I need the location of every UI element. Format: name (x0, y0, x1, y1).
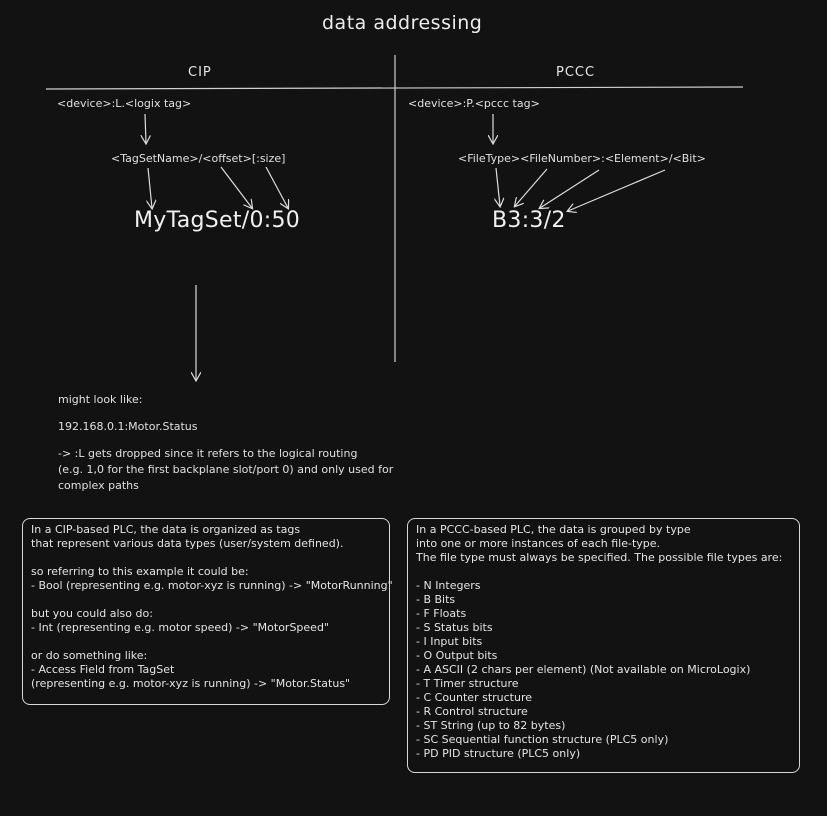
cip-arrow-tagset (148, 168, 152, 208)
box-line: In a PCCC-based PLC, the data is grouped by type (416, 523, 691, 536)
box-line (31, 635, 381, 649)
box-line: - N Integers (416, 579, 481, 592)
box-line: - T Timer structure (416, 677, 519, 690)
box-line: - R Control structure (416, 705, 528, 718)
cip-arrow-offset (221, 167, 252, 208)
note-line: (e.g. 1,0 for the first backplane slot/port 0) and only used for (58, 463, 394, 476)
box-line (416, 565, 791, 579)
cip-arrow-size (266, 167, 288, 208)
pccc-arrow-filenumber (515, 169, 547, 206)
box-line (31, 593, 381, 607)
pccc-format: <device>:P.<pccc tag> (408, 97, 540, 110)
page-title: data addressing (322, 12, 483, 34)
pccc-arrow-bit (568, 170, 665, 211)
box-line: - I Input bits (416, 635, 483, 648)
pccc-header: PCCC (556, 65, 596, 80)
cip-subformat: <TagSetName>/<offset>[:size] (111, 152, 286, 165)
box-line: - S Status bits (416, 621, 493, 634)
cip-note (58, 392, 393, 494)
pccc-arrow-element (540, 170, 599, 208)
box-line: - SC Sequential function structure (PLC5 only) (416, 733, 669, 746)
box-line: - Int (representing e.g. motor speed) -> "MotorSpeed" (31, 621, 329, 634)
box-line: - Access Field from TagSet (31, 663, 175, 676)
note-line: -> :L gets dropped since it refers to the logical routing (58, 447, 358, 460)
box-line: but you could also do: (31, 607, 153, 620)
box-line: - ST String (up to 82 bytes) (416, 719, 566, 732)
note-line: complex paths (58, 479, 139, 492)
box-line: - A ASCII (2 chars per element) (Not available on MicroLogix) (416, 663, 751, 676)
box-line: that represent various data types (user/system defined). (31, 537, 344, 550)
box-line: - PD PID structure (PLC5 only) (416, 747, 581, 760)
cip-format: <device>:L.<logix tag> (57, 97, 192, 110)
pccc-example: B3:3/2 (492, 208, 566, 233)
pccc-subformat: <FileType><FileNumber>:<Element>/<Bit> (458, 152, 706, 165)
box-line: - Bool (representing e.g. motor-xyz is running) -> "MotorRunning" (31, 579, 393, 592)
cip-example: MyTagSet/0:50 (134, 208, 301, 233)
box-line: so referring to this example it could be: (31, 565, 249, 578)
pccc-description-box (407, 518, 800, 773)
note-line: might look like: (58, 393, 143, 406)
pccc-arrow-filetype (496, 168, 500, 206)
box-line: (representing e.g. motor-xyz is running) -> "Motor.Status" (31, 677, 351, 690)
box-line: - F Floats (416, 607, 467, 620)
box-line: - C Counter structure (416, 691, 533, 704)
box-line (31, 551, 381, 565)
cip-description-box (22, 518, 393, 705)
box-line: or do something like: (31, 649, 148, 662)
box-line: In a CIP-based PLC, the data is organized as tags (31, 523, 301, 536)
box-line: The file type must always be specified. The possible file types are: (416, 551, 783, 564)
box-line: - B Bits (416, 593, 456, 606)
cip-header: CIP (188, 65, 212, 80)
note-line: 192.168.0.1:Motor.Status (58, 420, 198, 433)
box-line: - O Output bits (416, 649, 498, 662)
cip-arrow-format (145, 114, 146, 143)
box-line: into one or more instances of each file-type. (416, 537, 661, 550)
